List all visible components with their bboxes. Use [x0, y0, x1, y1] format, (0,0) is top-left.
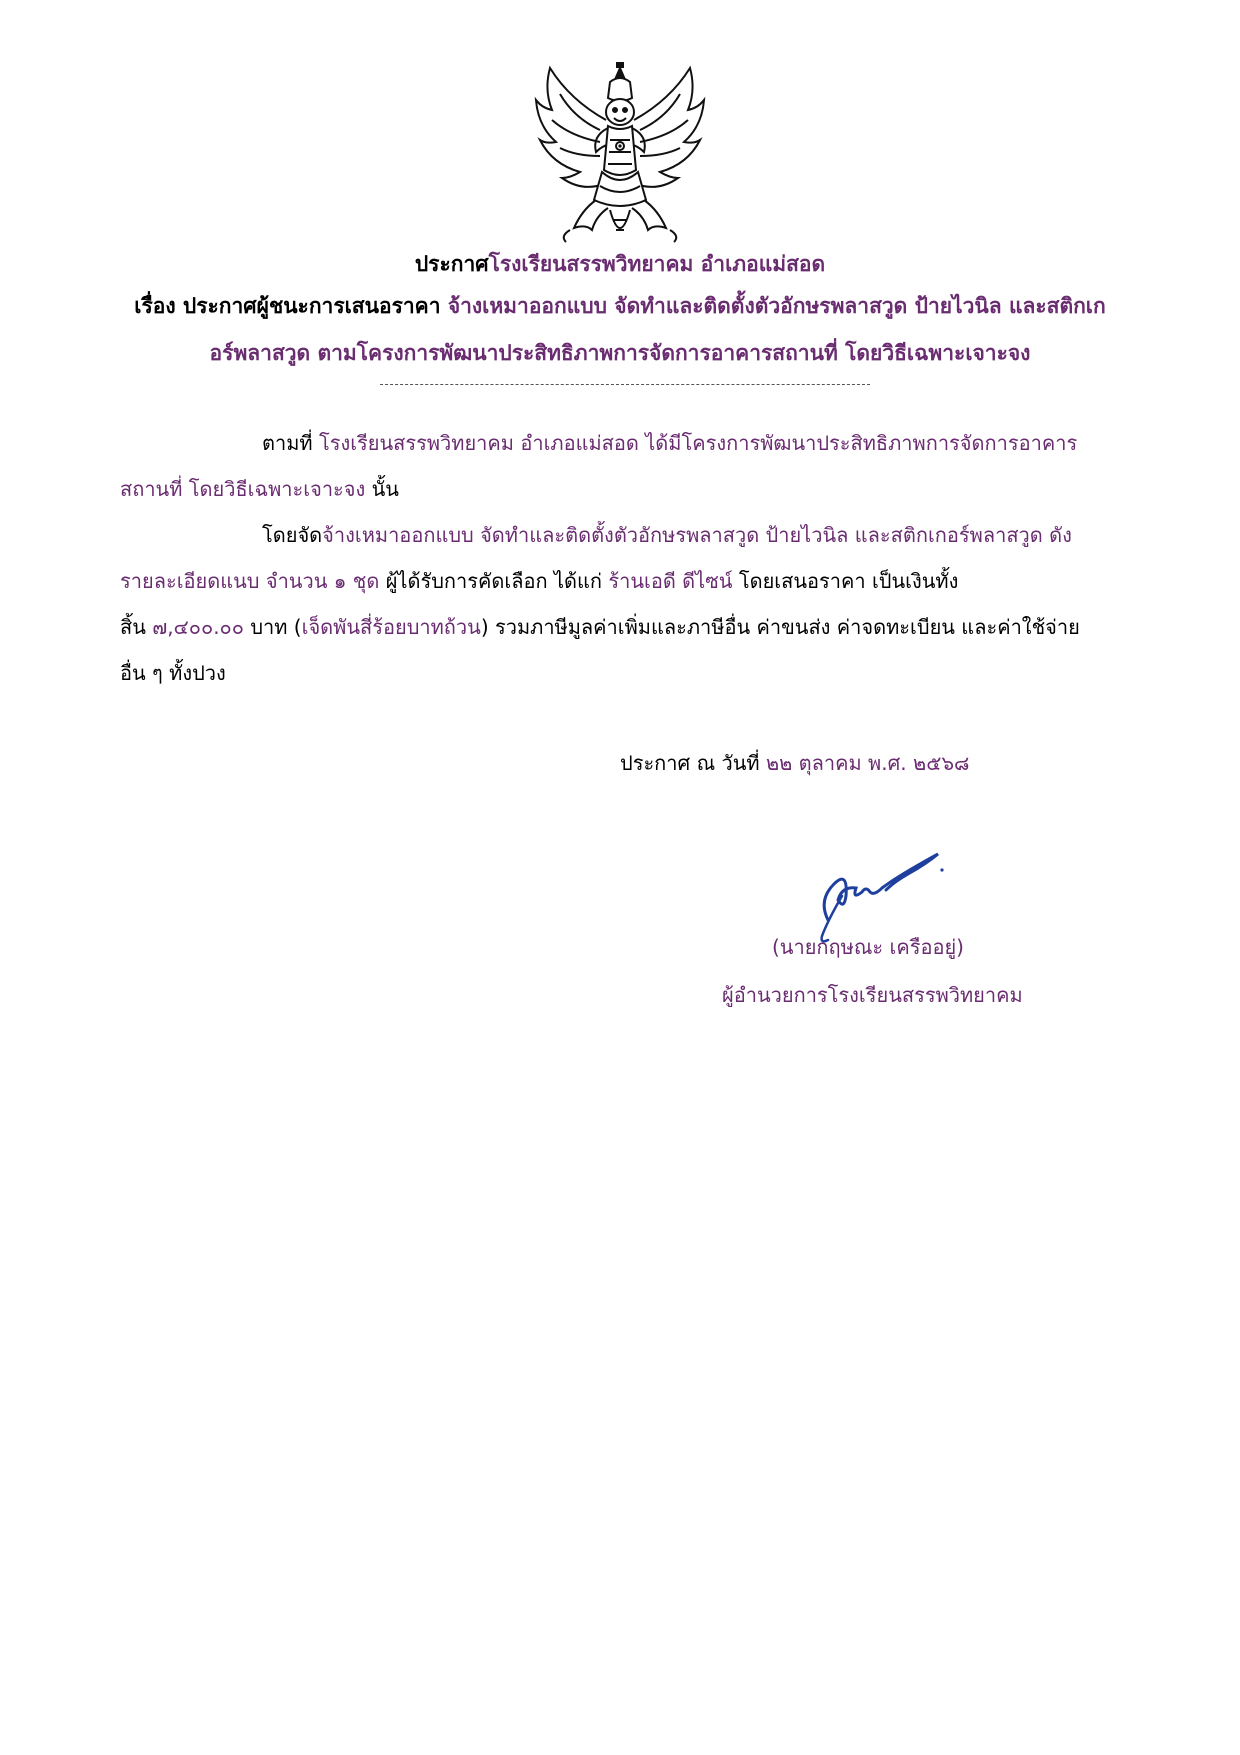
p1-l2-a: สถานที่ โดยวิธีเฉพาะเจาะจง	[120, 477, 366, 501]
title-school: โรงเรียนสรรพวิทยาคม อำเภอแม่สอด	[488, 252, 826, 276]
p1-l1-a: ตามที่	[262, 431, 319, 455]
p2-l2-vendor: ร้านเอดี ดีไซน์	[608, 569, 733, 593]
p2-l2-a: รายละเอียดแนบ จำนวน ๑ ชุด	[120, 569, 380, 593]
announce-date-line	[620, 746, 969, 780]
announcement-title	[100, 244, 1140, 284]
subject-text-2: อร์พลาสวูด ตามโครงการพัฒนาประสิทธิภาพการจัดการอาคารสถานที่ โดยวิธีเฉพาะเจาะจง	[209, 341, 1031, 365]
p2-l2-d: โดยเสนอราคา เป็นเงินทั้ง	[732, 569, 959, 593]
announce-prefix: ประกาศ ณ วันที่	[620, 751, 766, 775]
paragraph-1-line-1	[262, 426, 1077, 460]
p1-l1-school: โรงเรียนสรรพวิทยาคม อำเภอแม่สอด	[318, 431, 639, 455]
p2-l2-b: ผู้ได้รับการคัดเลือก ได้แก่	[379, 569, 609, 593]
signatory-name-text: (นายกฤษณะ เครืออยู่)	[772, 935, 964, 959]
paragraph-2-line-1	[262, 518, 1072, 552]
announce-date: ๒๒ ตุลาคม พ.ศ. ๒๕๖๘	[765, 751, 970, 775]
paragraph-2-line-4	[120, 656, 226, 690]
subject-line-2	[100, 333, 1140, 373]
subject-prefix: เรื่อง ประกาศผู้ชนะการเสนอราคา	[134, 294, 448, 318]
p2-l3-a: สิ้น	[120, 615, 153, 639]
subject-text-1: จ้างเหมาออกแบบ จัดทำและติดตั้งตัวอักษรพลาสวูด ป้ายไวนิล และสติกเก	[447, 294, 1106, 318]
title-prefix: ประกาศ	[414, 252, 489, 276]
subject-line-1	[100, 286, 1140, 326]
signatory-position-text: ผู้อำนวยการโรงเรียนสรรพวิทยาคม	[722, 983, 1023, 1007]
signatory-name	[772, 930, 964, 964]
p2-l4-a: อื่น ๆ ทั้งปวง	[120, 661, 226, 685]
p1-l1-c: ได้มีโครงการพัฒนาประสิทธิภาพการจัดการอาคาร	[638, 431, 1078, 455]
p2-l3-c: บาท (	[243, 615, 302, 639]
paragraph-1-line-2	[120, 472, 399, 506]
dashed-divider	[380, 384, 870, 385]
p2-l3-e: ) รวมภาษีมูลค่าเพิ่มและภาษีอื่น ค่าขนส่ง ค่าจดทะเบียน และค่าใช้จ่าย	[480, 615, 1080, 639]
p2-l3-amount: ๗,๔๐๐.๐๐	[152, 615, 244, 639]
garuda-emblem-icon	[530, 60, 710, 250]
p2-l1-a: โดยจัด	[262, 523, 323, 547]
signatory-position	[722, 978, 1023, 1012]
p2-l1-b: จ้างเหมาออกแบบ จัดทำและติดตั้งตัวอักษรพลาสวูด ป้ายไวนิล และสติกเกอร์พลาสวูด ดัง	[322, 523, 1072, 547]
p1-l2-b: นั้น	[365, 477, 399, 501]
paragraph-2-line-2	[120, 564, 958, 598]
p2-l3-amount-words: เจ็ดพันสี่ร้อยบาทถ้วน	[301, 615, 481, 639]
paragraph-2-line-3	[120, 610, 1080, 644]
